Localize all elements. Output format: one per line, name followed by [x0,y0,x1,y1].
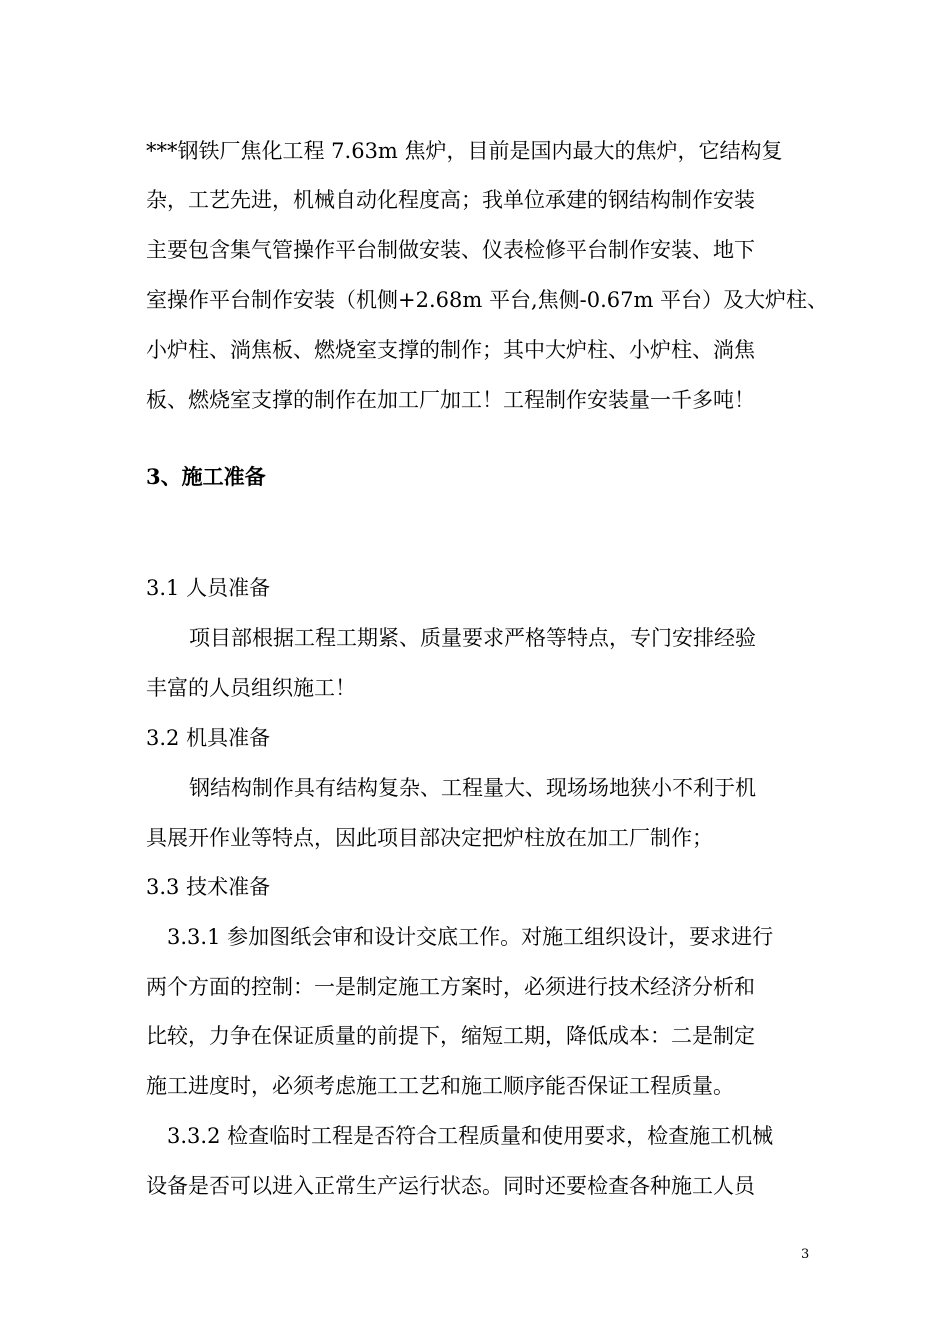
paragraph-3-3-2-line-1: 3.3.2 检查临时工程是否符合工程质量和使用要求，检查施工机械 [167,1124,774,1148]
intro-line-2: 杂，工艺先进，机械自动化程度高；我单位承建的钢结构制作安装 [146,188,755,212]
paragraph-3-3-1-line-4: 施工进度时，必须考虑施工工艺和施工顺序能否保证工程质量。 [146,1074,734,1098]
paragraph-3-3-1-line-3: 比较，力争在保证质量的前提下，缩短工期，降低成本：二是制定 [146,1024,755,1048]
intro-line-4: 室操作平台制作安装（机侧+2.68m 平台,焦侧-0.67m 平台）及大炉柱、 [146,288,829,312]
section-heading: 3、施工准备 [146,464,266,489]
paragraph-3-3-2-line-2: 设备是否可以进入正常生产运行状态。同时还要检查各种施工人员 [146,1174,755,1198]
paragraph-3-1-line-2: 丰富的人员组织施工！ [146,676,356,700]
paragraph-3-2-line-2: 具展开作业等特点，因此项目部决定把炉柱放在加工厂制作； [146,826,713,850]
subsection-title-3-3: 3.3 技术准备 [146,875,271,899]
page-number: 3 [801,1247,810,1262]
intro-line-1: ***钢铁厂焦化工程 7.63m 焦炉，目前是国内最大的焦炉，它结构复 [146,139,783,163]
intro-line-5: 小炉柱、淌焦板、燃烧室支撑的制作；其中大炉柱、小炉柱、淌焦 [146,338,755,362]
intro-line-6: 板、燃烧室支撑的制作在加工厂加工！工程制作安装量一千多吨！ [146,388,755,412]
subsection-title-3-2: 3.2 机具准备 [146,726,271,750]
paragraph-3-2-line-1: 钢结构制作具有结构复杂、工程量大、现场场地狭小不利于机 [189,776,756,800]
paragraph-3-3-1-line-1: 3.3.1 参加图纸会审和设计交底工作。对施工组织设计，要求进行 [167,925,774,949]
subsection-title-3-1: 3.1 人员准备 [146,576,271,600]
paragraph-3-3-1-line-2: 两个方面的控制：一是制定施工方案时，必须进行技术经济分析和 [146,975,755,999]
paragraph-3-1-line-1: 项目部根据工程工期紧、质量要求严格等特点，专门安排经验 [189,626,756,650]
intro-line-3: 主要包含集气管操作平台制做安装、仪表检修平台制作安装、地下 [146,238,755,262]
